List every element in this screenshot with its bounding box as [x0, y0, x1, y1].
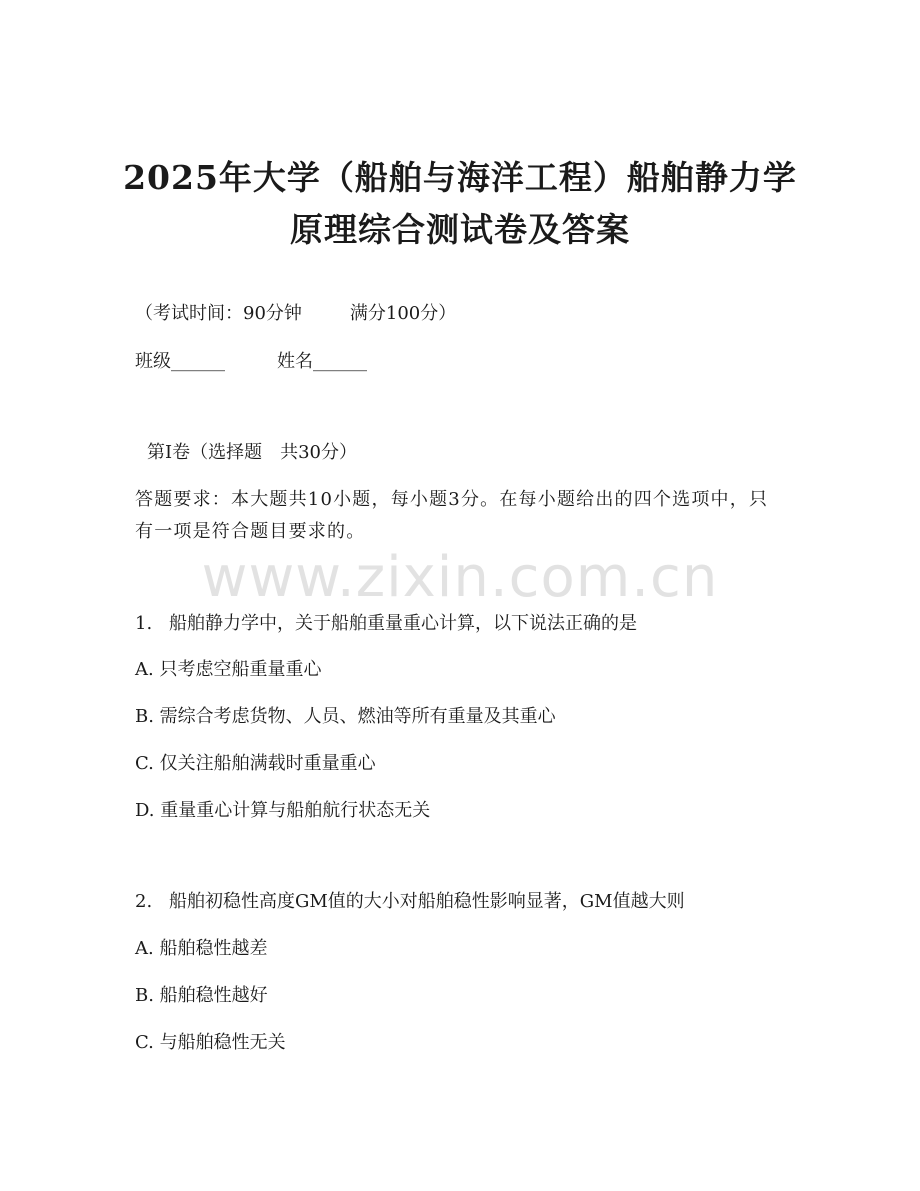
student-info-line — [135, 349, 367, 375]
question-2-stem — [135, 889, 685, 915]
class-field: 班级______ — [135, 351, 225, 372]
question-number: 1. — [135, 613, 153, 634]
question-2-option-b: B. 船舶稳性越好 — [135, 985, 268, 1006]
question-text: 船舶初稳性高度GM值的大小对船舶稳性影响显著，GM值越大则 — [169, 891, 685, 912]
watermark: www.zixin.com.cn — [201, 545, 719, 610]
question-1-option-b: B. 需综合考虑货物、人员、燃油等所有重量及其重心 — [135, 706, 556, 727]
section-instruction: 答题要求：本大题共10小题，每小题3分。在每小题给出的四个选项中，只有一项是符合题目要求的。 — [135, 489, 769, 542]
question-2-option-c: C. 与船舶稳性无关 — [135, 1032, 286, 1053]
question-number: 2. — [135, 891, 153, 912]
document-title-line-1: 2025年大学（船舶与海洋工程）船舶静力学 — [123, 158, 797, 197]
document-title-line-2: 原理综合测试卷及答案 — [290, 210, 630, 249]
exam-full-score: 满分100分） — [349, 303, 457, 324]
exam-time: （考试时间：90分钟 — [135, 303, 302, 324]
question-1-option-d: D. 重量重心计算与船舶航行状态无关 — [135, 800, 431, 821]
question-1-option-c: C. 仅关注船舶满载时重量重心 — [135, 753, 376, 774]
exam-time-score-line — [135, 301, 456, 327]
question-2-option-a: A. 船舶稳性越差 — [135, 938, 268, 959]
name-field: 姓名______ — [277, 351, 367, 372]
question-1-stem — [135, 611, 637, 637]
question-1-option-a: A. 只考虑空船重量重心 — [135, 659, 322, 680]
section-heading: 第Ⅰ卷（选择题 共30分） — [147, 442, 358, 463]
question-text: 船舶静力学中，关于船舶重量重心计算，以下说法正确的是 — [169, 613, 637, 634]
